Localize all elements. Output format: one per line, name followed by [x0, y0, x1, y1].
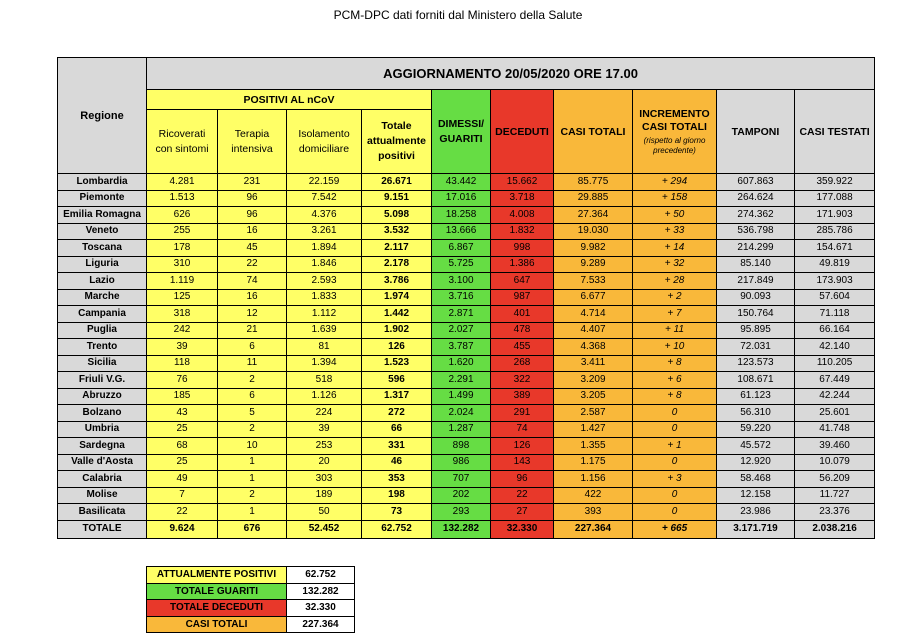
cell-tamponi: 58.468: [717, 471, 795, 488]
cell-incremento: 0: [633, 421, 717, 438]
cell-isolamento: 22.159: [287, 174, 362, 191]
cell-casi-totali: 2.587: [554, 405, 633, 422]
header-tamponi: TAMPONI: [717, 90, 795, 174]
cell-totale-positivi: 46: [362, 454, 432, 471]
summary-row: [147, 583, 355, 600]
cell-casi-totali: 1.156: [554, 471, 633, 488]
cell-casi-testati: 66.164: [795, 322, 875, 339]
cell-casi-totali: 1.355: [554, 438, 633, 455]
header-deceduti: DECEDUTI: [491, 90, 554, 174]
cell-totale-positivi: 1.317: [362, 388, 432, 405]
cell-tamponi: 607.863: [717, 174, 795, 191]
cell-dimessi: 18.258: [432, 207, 491, 224]
cell-terapia: 1: [218, 471, 287, 488]
cell-casi-totali: 3.209: [554, 372, 633, 389]
cell-casi-testati: 177.088: [795, 190, 875, 207]
cell-tamponi: 45.572: [717, 438, 795, 455]
cell-totale-positivi: 1.902: [362, 322, 432, 339]
cell-regione: Umbria: [58, 421, 147, 438]
cell-regione: Bolzano: [58, 405, 147, 422]
cell-totale-positivi: 331: [362, 438, 432, 455]
cell-regione: Veneto: [58, 223, 147, 240]
cell-regione: Sardegna: [58, 438, 147, 455]
cell-deceduti: 22: [491, 487, 554, 504]
cell-casi-testati: 71.118: [795, 306, 875, 323]
cell-totale-positivi: 198: [362, 487, 432, 504]
cell-casi-testati: 10.079: [795, 454, 875, 471]
cell-dimessi: 3.716: [432, 289, 491, 306]
cell-terapia: 2: [218, 487, 287, 504]
cell-terapia: 12: [218, 306, 287, 323]
cell-dimessi: 43.442: [432, 174, 491, 191]
cell-dimessi: 17.016: [432, 190, 491, 207]
table-row: [58, 372, 875, 389]
cell-incremento: + 50: [633, 207, 717, 224]
cell-regione: Puglia: [58, 322, 147, 339]
cell-dimessi: 1.620: [432, 355, 491, 372]
cell-deceduti: 401: [491, 306, 554, 323]
table-row: [58, 190, 875, 207]
cell-casi-totali: 19.030: [554, 223, 633, 240]
cell-dimessi: 202: [432, 487, 491, 504]
summary-row: [147, 567, 355, 584]
cell-casi-testati: 49.819: [795, 256, 875, 273]
cell-totale-positivi: 272: [362, 405, 432, 422]
cell-tamponi: 23.986: [717, 504, 795, 521]
summary-row: [147, 600, 355, 617]
table-row: [58, 504, 875, 521]
cell-deceduti: 647: [491, 273, 554, 290]
cell-deceduti: 1.832: [491, 223, 554, 240]
cell-isolamento: 2.593: [287, 273, 362, 290]
totals-row: [58, 520, 875, 538]
cell-casi-totali: 29.885: [554, 190, 633, 207]
summary-label: ATTUALMENTE POSITIVI: [147, 567, 287, 584]
cell-regione: Sicilia: [58, 355, 147, 372]
cell-tamponi: 72.031: [717, 339, 795, 356]
cell-casi-totali: 27.364: [554, 207, 633, 224]
table-row: [58, 306, 875, 323]
cell-isolamento: 253: [287, 438, 362, 455]
cell-tamponi: 59.220: [717, 421, 795, 438]
cell-totale-positivi: 3.532: [362, 223, 432, 240]
cell-tamponi: 90.093: [717, 289, 795, 306]
cell-casi-testati: 171.903: [795, 207, 875, 224]
cell-incremento: + 665: [633, 520, 717, 538]
table-row: [58, 273, 875, 290]
cell-casi-testati: 67.449: [795, 372, 875, 389]
table-row: [58, 174, 875, 191]
table-row: [58, 240, 875, 257]
cell-terapia: 22: [218, 256, 287, 273]
cell-regione: Liguria: [58, 256, 147, 273]
cell-incremento: + 32: [633, 256, 717, 273]
cell-deceduti: 143: [491, 454, 554, 471]
cell-dimessi: 3.100: [432, 273, 491, 290]
cell-casi-testati: 2.038.216: [795, 520, 875, 538]
cell-casi-testati: 110.205: [795, 355, 875, 372]
cell-isolamento: 1.833: [287, 289, 362, 306]
cell-tamponi: 264.624: [717, 190, 795, 207]
header-positivi: POSITIVI AL nCoV: [147, 90, 432, 110]
cell-totale-positivi: 126: [362, 339, 432, 356]
cell-deceduti: 32.330: [491, 520, 554, 538]
table-row: [58, 289, 875, 306]
cell-totale-positivi: 5.098: [362, 207, 432, 224]
cell-deceduti: 4.008: [491, 207, 554, 224]
cell-casi-testati: 154.671: [795, 240, 875, 257]
cell-deceduti: 15.662: [491, 174, 554, 191]
cell-isolamento: 39: [287, 421, 362, 438]
cell-casi-totali: 422: [554, 487, 633, 504]
cell-ricoverati: 49: [147, 471, 218, 488]
cell-casi-testati: 57.604: [795, 289, 875, 306]
cell-casi-testati: 11.727: [795, 487, 875, 504]
cell-totale-positivi: 1.442: [362, 306, 432, 323]
summary-row: [147, 616, 355, 633]
cell-terapia: 74: [218, 273, 287, 290]
cell-regione: Calabria: [58, 471, 147, 488]
table-row: [58, 256, 875, 273]
cell-incremento: 0: [633, 454, 717, 471]
cell-ricoverati: 255: [147, 223, 218, 240]
cell-isolamento: 224: [287, 405, 362, 422]
cell-regione: Valle d'Aosta: [58, 454, 147, 471]
cell-regione: Abruzzo: [58, 388, 147, 405]
cell-terapia: 96: [218, 207, 287, 224]
summary-label: TOTALE GUARITI: [147, 583, 287, 600]
cell-casi-totali: 1.427: [554, 421, 633, 438]
cell-isolamento: 189: [287, 487, 362, 504]
summary-label: TOTALE DECEDUTI: [147, 600, 287, 617]
cell-ricoverati: 125: [147, 289, 218, 306]
cell-incremento: + 6: [633, 372, 717, 389]
cell-isolamento: 4.376: [287, 207, 362, 224]
cell-isolamento: 1.394: [287, 355, 362, 372]
header-ricoverati: Ricoverati con sintomi: [147, 110, 218, 174]
table-row: [58, 421, 875, 438]
cell-casi-testati: 359.922: [795, 174, 875, 191]
summary-value: 62.752: [287, 567, 355, 584]
cell-incremento: + 11: [633, 322, 717, 339]
header-incremento-sub: (rispetto al giorno precedente): [643, 135, 706, 155]
header-incremento: [633, 90, 717, 174]
cell-terapia: 96: [218, 190, 287, 207]
cell-tamponi: 12.920: [717, 454, 795, 471]
cell-deceduti: 268: [491, 355, 554, 372]
cell-terapia: 1: [218, 454, 287, 471]
cell-deceduti: 998: [491, 240, 554, 257]
cell-incremento: + 158: [633, 190, 717, 207]
cell-ricoverati: 9.624: [147, 520, 218, 538]
cell-dimessi: 1.287: [432, 421, 491, 438]
header-aggiornamento: AGGIORNAMENTO 20/05/2020 ORE 17.00: [147, 58, 875, 90]
cell-isolamento: 303: [287, 471, 362, 488]
cell-incremento: + 10: [633, 339, 717, 356]
table-row: [58, 438, 875, 455]
cell-terapia: 16: [218, 289, 287, 306]
cell-tamponi: 150.764: [717, 306, 795, 323]
cell-casi-totali: 6.677: [554, 289, 633, 306]
cell-casi-testati: 42.244: [795, 388, 875, 405]
cell-casi-totali: 4.368: [554, 339, 633, 356]
cell-regione: Friuli V.G.: [58, 372, 147, 389]
cell-ricoverati: 22: [147, 504, 218, 521]
cell-terapia: 5: [218, 405, 287, 422]
cell-incremento: 0: [633, 405, 717, 422]
regional-data-table: [57, 57, 875, 539]
cell-terapia: 21: [218, 322, 287, 339]
table-row: [58, 339, 875, 356]
cell-dimessi: 3.787: [432, 339, 491, 356]
cell-isolamento: 1.894: [287, 240, 362, 257]
summary-table: [146, 566, 355, 633]
cell-dimessi: 986: [432, 454, 491, 471]
cell-casi-testati: 173.903: [795, 273, 875, 290]
cell-incremento: + 14: [633, 240, 717, 257]
header-casi-totali: CASI TOTALI: [554, 90, 633, 174]
cell-deceduti: 322: [491, 372, 554, 389]
cell-incremento: + 1: [633, 438, 717, 455]
cell-totale-positivi: 1.974: [362, 289, 432, 306]
cell-deceduti: 389: [491, 388, 554, 405]
summary-value: 132.282: [287, 583, 355, 600]
cell-casi-testati: 56.209: [795, 471, 875, 488]
cell-dimessi: 2.871: [432, 306, 491, 323]
cell-isolamento: 3.261: [287, 223, 362, 240]
cell-ricoverati: 118: [147, 355, 218, 372]
cell-tamponi: 274.362: [717, 207, 795, 224]
cell-totale-positivi: 596: [362, 372, 432, 389]
cell-casi-testati: 39.460: [795, 438, 875, 455]
table-body: [58, 174, 875, 539]
cell-terapia: 6: [218, 339, 287, 356]
cell-totale-positivi: 353: [362, 471, 432, 488]
cell-regione: Marche: [58, 289, 147, 306]
cell-isolamento: 1.639: [287, 322, 362, 339]
cell-casi-testati: 41.748: [795, 421, 875, 438]
cell-regione: Campania: [58, 306, 147, 323]
cell-ricoverati: 68: [147, 438, 218, 455]
cell-ricoverati: 242: [147, 322, 218, 339]
cell-incremento: + 294: [633, 174, 717, 191]
cell-tamponi: 85.140: [717, 256, 795, 273]
table-row: [58, 322, 875, 339]
cell-casi-totali: 4.714: [554, 306, 633, 323]
cell-incremento: + 7: [633, 306, 717, 323]
cell-regione: Basilicata: [58, 504, 147, 521]
cell-deceduti: 987: [491, 289, 554, 306]
cell-regione: Toscana: [58, 240, 147, 257]
cell-totale-positivi: 73: [362, 504, 432, 521]
cell-tamponi: 95.895: [717, 322, 795, 339]
cell-casi-totali: 9.289: [554, 256, 633, 273]
header-casi-testati: CASI TESTATI: [795, 90, 875, 174]
cell-terapia: 2: [218, 372, 287, 389]
cell-dimessi: 2.024: [432, 405, 491, 422]
cell-totale-positivi: 9.151: [362, 190, 432, 207]
cell-ricoverati: 185: [147, 388, 218, 405]
cell-casi-testati: 42.140: [795, 339, 875, 356]
cell-casi-totali: 7.533: [554, 273, 633, 290]
cell-casi-totali: 85.775: [554, 174, 633, 191]
cell-dimessi: 132.282: [432, 520, 491, 538]
cell-ricoverati: 76: [147, 372, 218, 389]
cell-dimessi: 293: [432, 504, 491, 521]
cell-regione: Piemonte: [58, 190, 147, 207]
cell-tamponi: 214.299: [717, 240, 795, 257]
cell-tamponi: 3.171.719: [717, 520, 795, 538]
cell-tamponi: 217.849: [717, 273, 795, 290]
cell-dimessi: 1.499: [432, 388, 491, 405]
cell-terapia: 676: [218, 520, 287, 538]
cell-totale-positivi: 62.752: [362, 520, 432, 538]
cell-ricoverati: 1.513: [147, 190, 218, 207]
header-totale-positivi: Totale attualmente positivi: [362, 110, 432, 174]
header-regione: Regione: [58, 58, 147, 174]
cell-totale-positivi: 26.671: [362, 174, 432, 191]
cell-incremento: 0: [633, 504, 717, 521]
cell-tamponi: 61.123: [717, 388, 795, 405]
page-title: PCM-DPC dati forniti dal Ministero della Salute: [333, 8, 583, 22]
cell-incremento: + 3: [633, 471, 717, 488]
cell-deceduti: 478: [491, 322, 554, 339]
cell-incremento: + 2: [633, 289, 717, 306]
table-row: [58, 207, 875, 224]
cell-totale-positivi: 2.178: [362, 256, 432, 273]
cell-casi-totali: 393: [554, 504, 633, 521]
header-dimessi: DIMESSI/ GUARITI: [432, 90, 491, 174]
summary-value: 32.330: [287, 600, 355, 617]
cell-ricoverati: 310: [147, 256, 218, 273]
cell-totale-positivi: 3.786: [362, 273, 432, 290]
cell-totale-positivi: 2.117: [362, 240, 432, 257]
cell-casi-testati: 25.601: [795, 405, 875, 422]
cell-deceduti: 96: [491, 471, 554, 488]
cell-dimessi: 5.725: [432, 256, 491, 273]
cell-terapia: 11: [218, 355, 287, 372]
cell-ricoverati: 626: [147, 207, 218, 224]
cell-isolamento: 52.452: [287, 520, 362, 538]
cell-deceduti: 291: [491, 405, 554, 422]
cell-incremento: + 8: [633, 355, 717, 372]
cell-casi-totali: 3.205: [554, 388, 633, 405]
cell-ricoverati: 4.281: [147, 174, 218, 191]
table-row: [58, 355, 875, 372]
cell-terapia: 16: [218, 223, 287, 240]
cell-incremento: + 8: [633, 388, 717, 405]
cell-dimessi: 13.666: [432, 223, 491, 240]
cell-casi-testati: 285.786: [795, 223, 875, 240]
cell-ricoverati: 25: [147, 421, 218, 438]
cell-tamponi: 12.158: [717, 487, 795, 504]
cell-terapia: 6: [218, 388, 287, 405]
cell-ricoverati: 318: [147, 306, 218, 323]
table-row: [58, 223, 875, 240]
cell-incremento: 0: [633, 487, 717, 504]
cell-casi-totali: 227.364: [554, 520, 633, 538]
cell-terapia: 45: [218, 240, 287, 257]
table-row: [58, 487, 875, 504]
cell-casi-testati: 23.376: [795, 504, 875, 521]
cell-regione: Lombardia: [58, 174, 147, 191]
cell-dimessi: 898: [432, 438, 491, 455]
cell-dimessi: 707: [432, 471, 491, 488]
cell-ricoverati: 7: [147, 487, 218, 504]
cell-totale-positivi: 66: [362, 421, 432, 438]
cell-dimessi: 2.291: [432, 372, 491, 389]
cell-ricoverati: 43: [147, 405, 218, 422]
cell-totale-positivi: 1.523: [362, 355, 432, 372]
cell-isolamento: 1.112: [287, 306, 362, 323]
cell-isolamento: 81: [287, 339, 362, 356]
header-incremento-label: INCREMENTO CASI TOTALI: [639, 107, 710, 133]
header-terapia: Terapia intensiva: [218, 110, 287, 174]
cell-regione: TOTALE: [58, 520, 147, 538]
cell-terapia: 10: [218, 438, 287, 455]
cell-regione: Trento: [58, 339, 147, 356]
cell-terapia: 1: [218, 504, 287, 521]
cell-isolamento: 7.542: [287, 190, 362, 207]
cell-isolamento: 50: [287, 504, 362, 521]
cell-ricoverati: 1.119: [147, 273, 218, 290]
cell-regione: Lazio: [58, 273, 147, 290]
cell-isolamento: 20: [287, 454, 362, 471]
summary-label: CASI TOTALI: [147, 616, 287, 633]
cell-casi-totali: 9.982: [554, 240, 633, 257]
cell-deceduti: 126: [491, 438, 554, 455]
table-row: [58, 388, 875, 405]
cell-tamponi: 108.671: [717, 372, 795, 389]
cell-deceduti: 27: [491, 504, 554, 521]
cell-terapia: 231: [218, 174, 287, 191]
cell-incremento: + 28: [633, 273, 717, 290]
cell-casi-totali: 3.411: [554, 355, 633, 372]
cell-deceduti: 3.718: [491, 190, 554, 207]
cell-regione: Molise: [58, 487, 147, 504]
cell-casi-totali: 4.407: [554, 322, 633, 339]
cell-deceduti: 1.386: [491, 256, 554, 273]
summary-value: 227.364: [287, 616, 355, 633]
table-row: [58, 405, 875, 422]
cell-tamponi: 123.573: [717, 355, 795, 372]
cell-deceduti: 455: [491, 339, 554, 356]
cell-tamponi: 536.798: [717, 223, 795, 240]
cell-casi-totali: 1.175: [554, 454, 633, 471]
cell-isolamento: 1.846: [287, 256, 362, 273]
cell-deceduti: 74: [491, 421, 554, 438]
cell-isolamento: 1.126: [287, 388, 362, 405]
cell-isolamento: 518: [287, 372, 362, 389]
cell-terapia: 2: [218, 421, 287, 438]
cell-ricoverati: 39: [147, 339, 218, 356]
cell-regione: Emilia Romagna: [58, 207, 147, 224]
cell-ricoverati: 178: [147, 240, 218, 257]
cell-ricoverati: 25: [147, 454, 218, 471]
table-row: [58, 454, 875, 471]
cell-dimessi: 6.867: [432, 240, 491, 257]
cell-dimessi: 2.027: [432, 322, 491, 339]
table-row: [58, 471, 875, 488]
cell-incremento: + 33: [633, 223, 717, 240]
header-isolamento: Isolamento domiciliare: [287, 110, 362, 174]
cell-tamponi: 56.310: [717, 405, 795, 422]
